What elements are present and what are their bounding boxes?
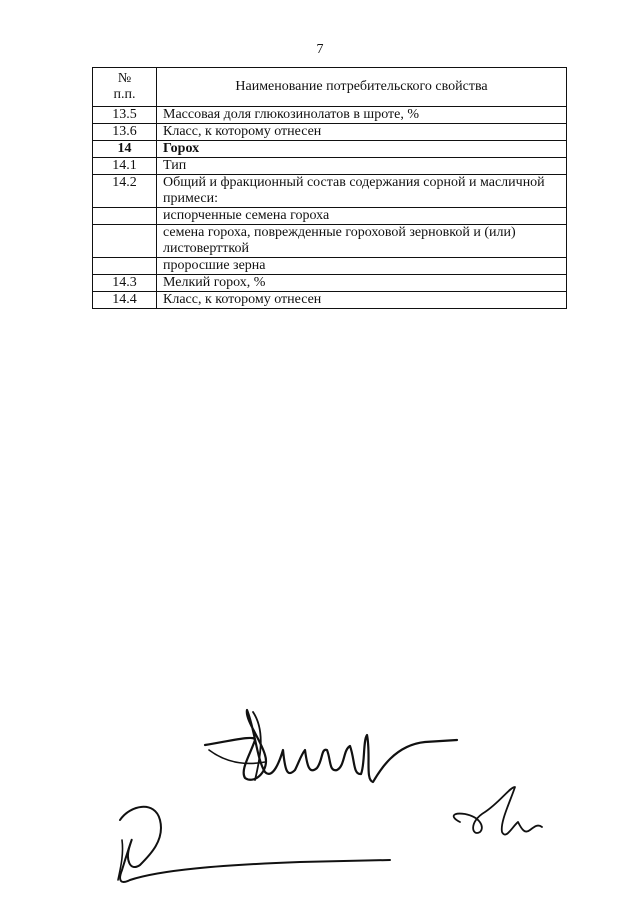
row-text: семена гороха, поврежденные гороховой зерновкой и (или) листовертткой (157, 225, 567, 258)
row-number: 14.2 (93, 175, 157, 208)
number-sign: № (117, 71, 132, 86)
properties-table (92, 67, 567, 309)
row-number (93, 225, 157, 258)
number-abbrev: п.п. (113, 87, 136, 102)
section-row (93, 141, 567, 158)
row-text: Класс, к которому отнесен (157, 292, 567, 309)
row-number: 14.4 (93, 292, 157, 309)
row-number: 14.1 (93, 158, 157, 175)
table-subrow (93, 225, 567, 258)
table-row (93, 107, 567, 124)
page-number: 7 (316, 42, 324, 57)
row-text: Мелкий горох, % (157, 275, 567, 292)
table-row (93, 158, 567, 175)
row-number: 14.3 (93, 275, 157, 292)
table-header-row (93, 68, 567, 107)
table-row (93, 175, 567, 208)
row-text: Класс, к которому отнесен (157, 124, 567, 141)
table-row (93, 292, 567, 309)
row-number (93, 258, 157, 275)
table-row (93, 124, 567, 141)
table-row (93, 275, 567, 292)
signature-center (195, 700, 465, 800)
row-text: испорченные семена гороха (157, 208, 567, 225)
row-number: 13.6 (93, 124, 157, 141)
signature-bottom-right (440, 782, 560, 862)
signature-bottom-left (100, 800, 400, 890)
section-number: 14 (93, 141, 157, 158)
row-text: Тип (157, 158, 567, 175)
row-number: 13.5 (93, 107, 157, 124)
row-number (93, 208, 157, 225)
row-text: Массовая доля глюкозинолатов в шроте, % (157, 107, 567, 124)
table-subrow (93, 208, 567, 225)
section-title: Горох (157, 141, 567, 158)
table-subrow (93, 258, 567, 275)
name-column-header: Наименование потребительского свойства (157, 68, 567, 107)
row-text: Общий и фракционный состав содержания сорной и масличной примеси: (157, 175, 567, 208)
number-column-header (93, 68, 157, 107)
row-text: проросшие зерна (157, 258, 567, 275)
